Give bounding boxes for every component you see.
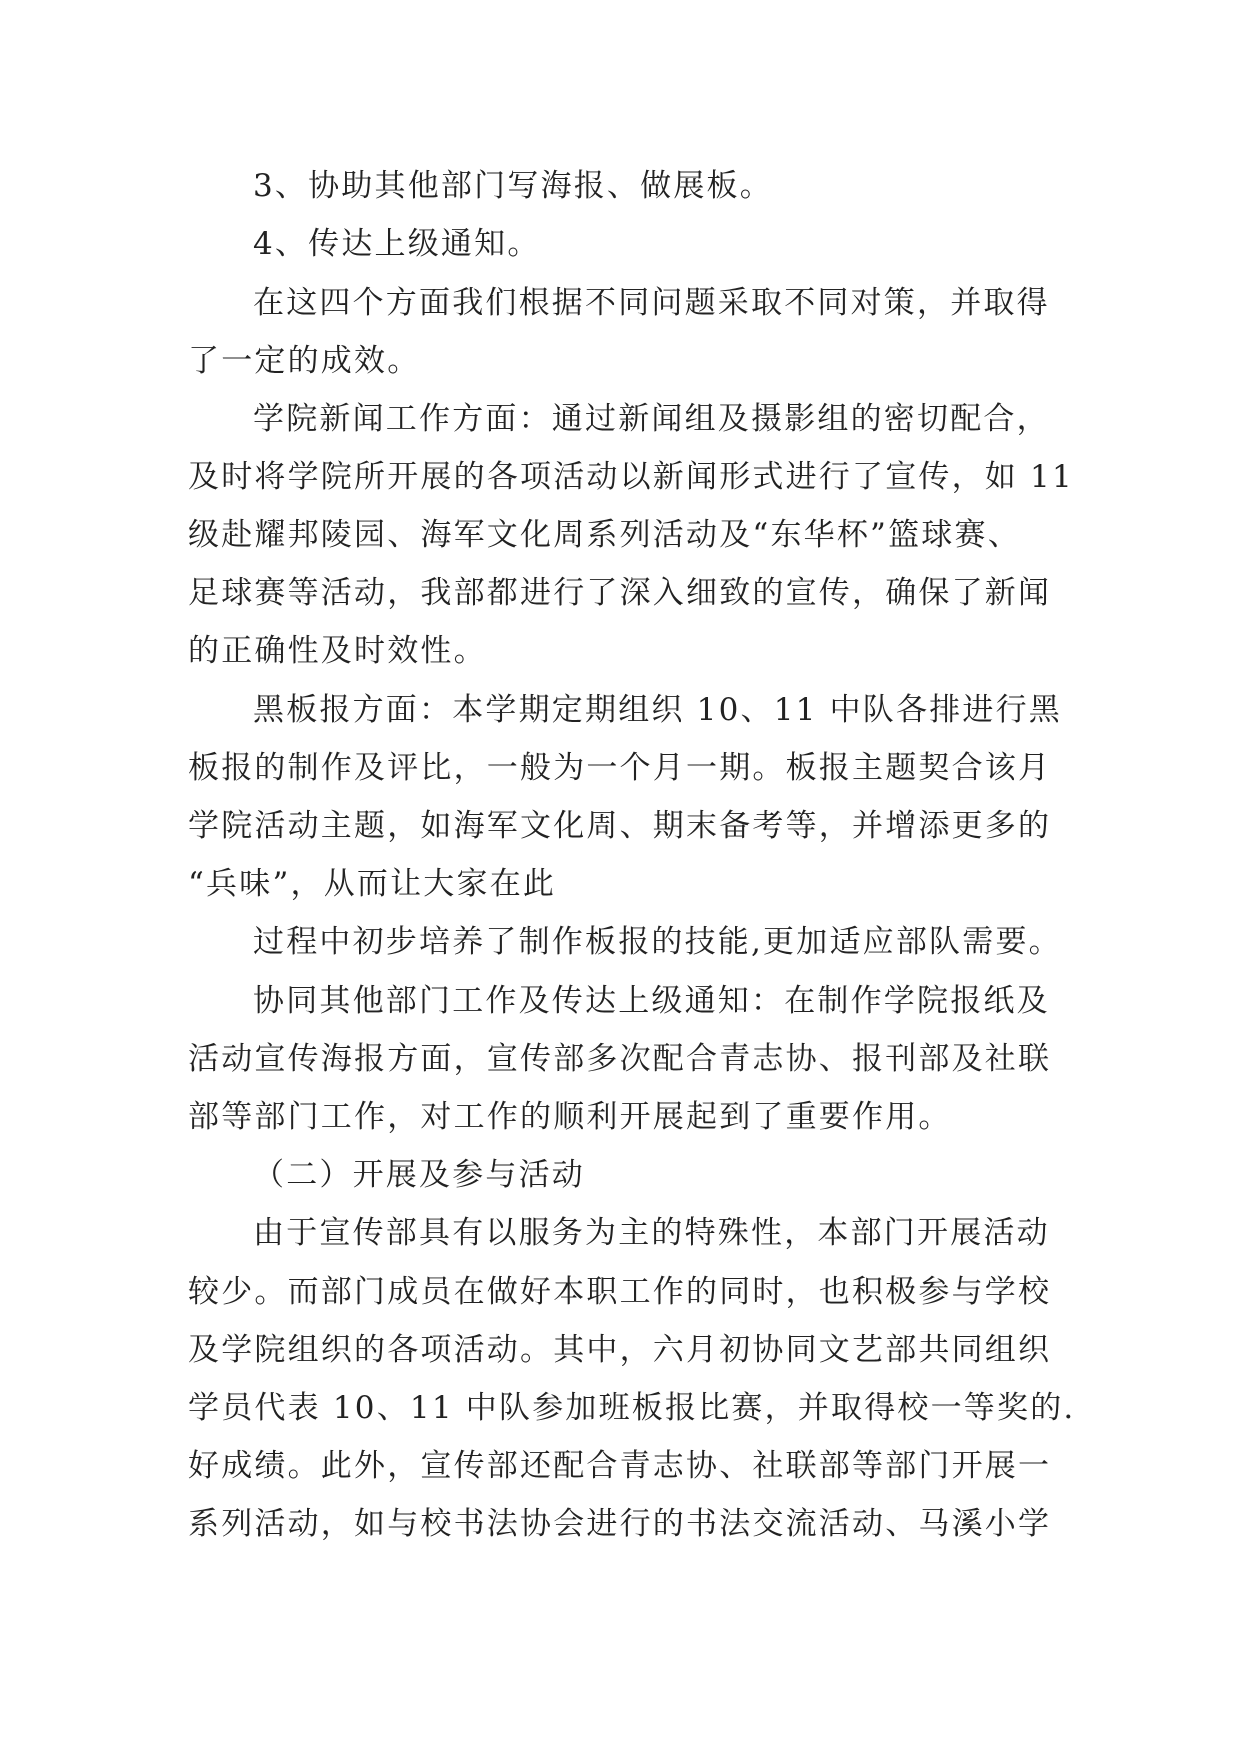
text-line: 4、传达上级通知。	[253, 226, 541, 262]
text-line: 协同其他部门工作及传达上级通知：在制作学院报纸及	[253, 983, 1050, 1019]
text-line: 3、协助其他部门写海报、做展板。	[253, 168, 773, 204]
text-line: 黑板报方面：本学期定期组织 10、11 中队各排进行黑	[253, 692, 1062, 728]
section-heading: （二）开展及参与活动	[253, 1157, 585, 1193]
text-line: 较少。而部门成员在做好本职工作的同时，也积极参与学校	[188, 1274, 1052, 1310]
text-line: 学员代表 10、11 中队参加班板报比赛，并取得校一等奖的.	[188, 1390, 1076, 1426]
text-line: 了一定的成效。	[188, 343, 421, 379]
text-line: 及学院组织的各项活动。其中，六月初协同文艺部共同组织	[188, 1332, 1052, 1368]
text-line: 由于宣传部具有以服务为主的特殊性，本部门开展活动	[253, 1215, 1050, 1251]
text-line: 好成绩。此外，宣传部还配合青志协、社联部等部门开展一	[188, 1448, 1052, 1484]
text-line: 的正确性及时效性。	[188, 633, 487, 669]
text-line: 在这四个方面我们根据不同问题采取不同对策，并取得	[253, 285, 1050, 321]
text-line: 级赴耀邦陵园、海军文化周系列活动及“东华杯”篮球赛、	[188, 517, 1021, 553]
text-line: 学院新闻工作方面：通过新闻组及摄影组的密切配合，	[253, 401, 1050, 437]
text-line: 板报的制作及评比，一般为一个月一期。板报主题契合该月	[188, 750, 1052, 786]
text-line: 部等部门工作，对工作的顺利开展起到了重要作用。	[188, 1099, 952, 1135]
text-line: 过程中初步培养了制作板报的技能,更加适应部队需要。	[253, 924, 1062, 960]
text-line: 及时将学院所开展的各项活动以新闻形式进行了宣传，如 11	[188, 459, 1074, 495]
text-line: “兵味”，从而让大家在此	[188, 866, 557, 902]
text-line: 足球赛等活动，我部都进行了深入细致的宣传，确保了新闻	[188, 575, 1052, 611]
text-line: 系列活动，如与校书法协会进行的书法交流活动、马溪小学	[188, 1506, 1052, 1542]
text-line: 活动宣传海报方面，宣传部多次配合青志协、报刊部及社联	[188, 1041, 1052, 1077]
text-line: 学院活动主题，如海军文化周、期末备考等，并增添更多的	[188, 808, 1052, 844]
